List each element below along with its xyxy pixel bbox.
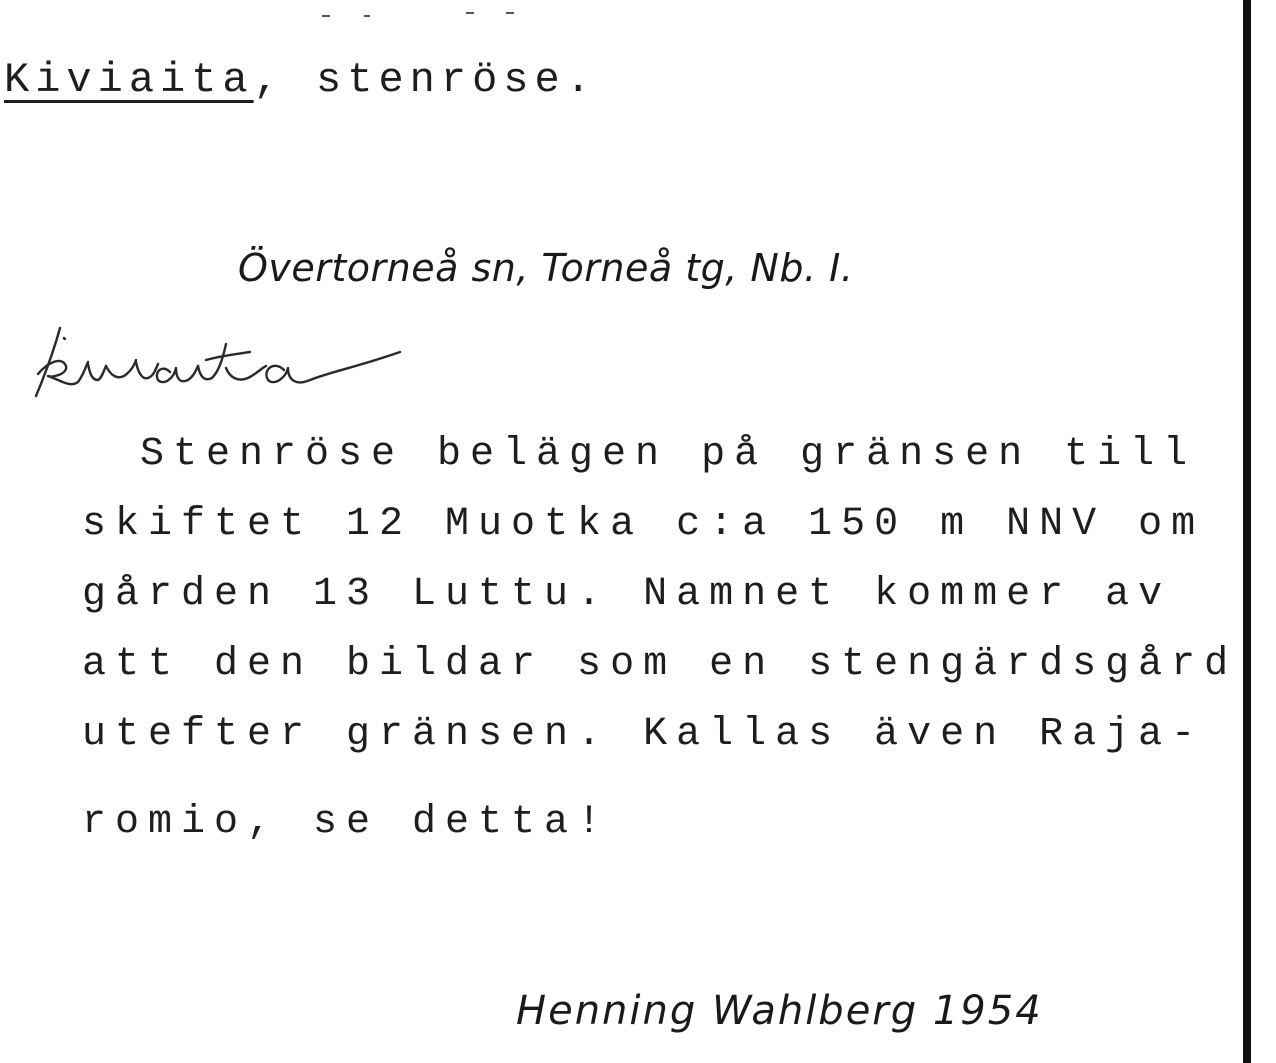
headword-suffix: , stenröse. (253, 56, 597, 104)
body-line-1: Stenröse belägen på gränsen till (140, 432, 1197, 477)
location-line: Övertorneå sn, Torneå tg, Nb. I. (238, 246, 854, 290)
body-line-5: utefter gränsen. Kallas även Raja- (82, 712, 1205, 757)
headword-line (4, 56, 597, 104)
handwritten-note (30, 322, 430, 406)
headword: Kiviaita (4, 56, 254, 104)
body-line-2: skiftet 12 Muotka c:a 150 m NNV om (82, 502, 1205, 547)
card-edge-border (1243, 0, 1251, 1063)
scan-speck (466, 12, 474, 14)
body-line-6: romio, se detta! (82, 800, 611, 845)
signature: Henning Wahlberg 1954 (516, 988, 1043, 1034)
body-line-4: att den bildar som en stengärdsgård (82, 642, 1238, 687)
scan-speck (506, 12, 514, 14)
body-line-3: gården 13 Luttu. Namnet kommer av (82, 572, 1172, 617)
scan-speck (364, 15, 370, 17)
scan-speck (322, 15, 330, 17)
